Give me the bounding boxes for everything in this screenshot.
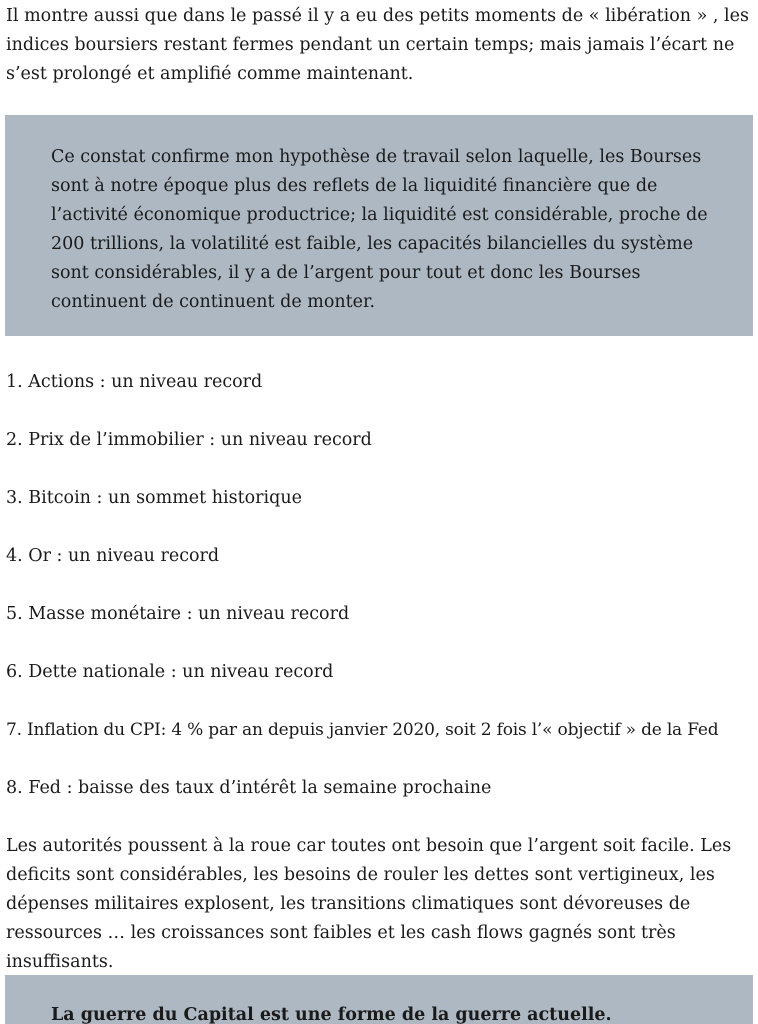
list-item-or: 4. Or : un niveau record	[6, 546, 220, 566]
list-item-masse-monetaire: 5. Masse monétaire : un niveau record	[6, 604, 350, 624]
list-item-dette-nationale: 6. Dette nationale : un niveau record	[6, 662, 334, 682]
blockquote-text: Ce constat confirme mon hypothèse de travail selon laquelle, les Bourses sont à notre époque plus des reflets de la liquidité financière que de l’activité économique productrice; la liquidité est considérable, proche de 200 trillions, la volatilité est faible, les capacités bilancielles du système sont considérables, il y a de l’argent pour tout et donc les Bourses continuent de continuent de monter.	[51, 147, 708, 312]
list-item-actions: 1. Actions : un niveau record	[6, 372, 263, 392]
list-item-immobilier: 2. Prix de l’immobilier : un niveau record	[6, 430, 372, 450]
blockquote-bold-text: La guerre du Capital est une forme de la guerre actuelle.	[51, 1005, 612, 1024]
intro-paragraph: Il montre aussi que dans le passé il y a eu des petits moments de « libération » , les indices boursiers restant fermes pendant un certain temps; mais jamais l’écart ne s’est prolongé et amplifié comme maintenant.	[6, 6, 749, 84]
blockquote-liquidity	[5, 115, 753, 336]
list-item-bitcoin: 3. Bitcoin : un sommet historique	[6, 488, 302, 508]
closing-paragraph: Les autorités poussent à la roue car toutes ont besoin que l’argent soit facile. Les deficits sont considérables, les besoins de rouler les dettes sont vertigineux, les dépenses militaires explosent, les transitions climatiques sont dévoreuses de ressources … les croissances sont faibles et les cash flows gagnés sont très insuffisants.	[6, 836, 732, 972]
blockquote-capital	[5, 975, 753, 1024]
list-item-fed: 8. Fed : baisse des taux d’intérêt la semaine prochaine	[6, 778, 492, 798]
list-item-inflation: 7. Inflation du CPI: 4 % par an depuis janvier 2020, soit 2 fois l’« objectif » de la Fed	[6, 720, 719, 740]
